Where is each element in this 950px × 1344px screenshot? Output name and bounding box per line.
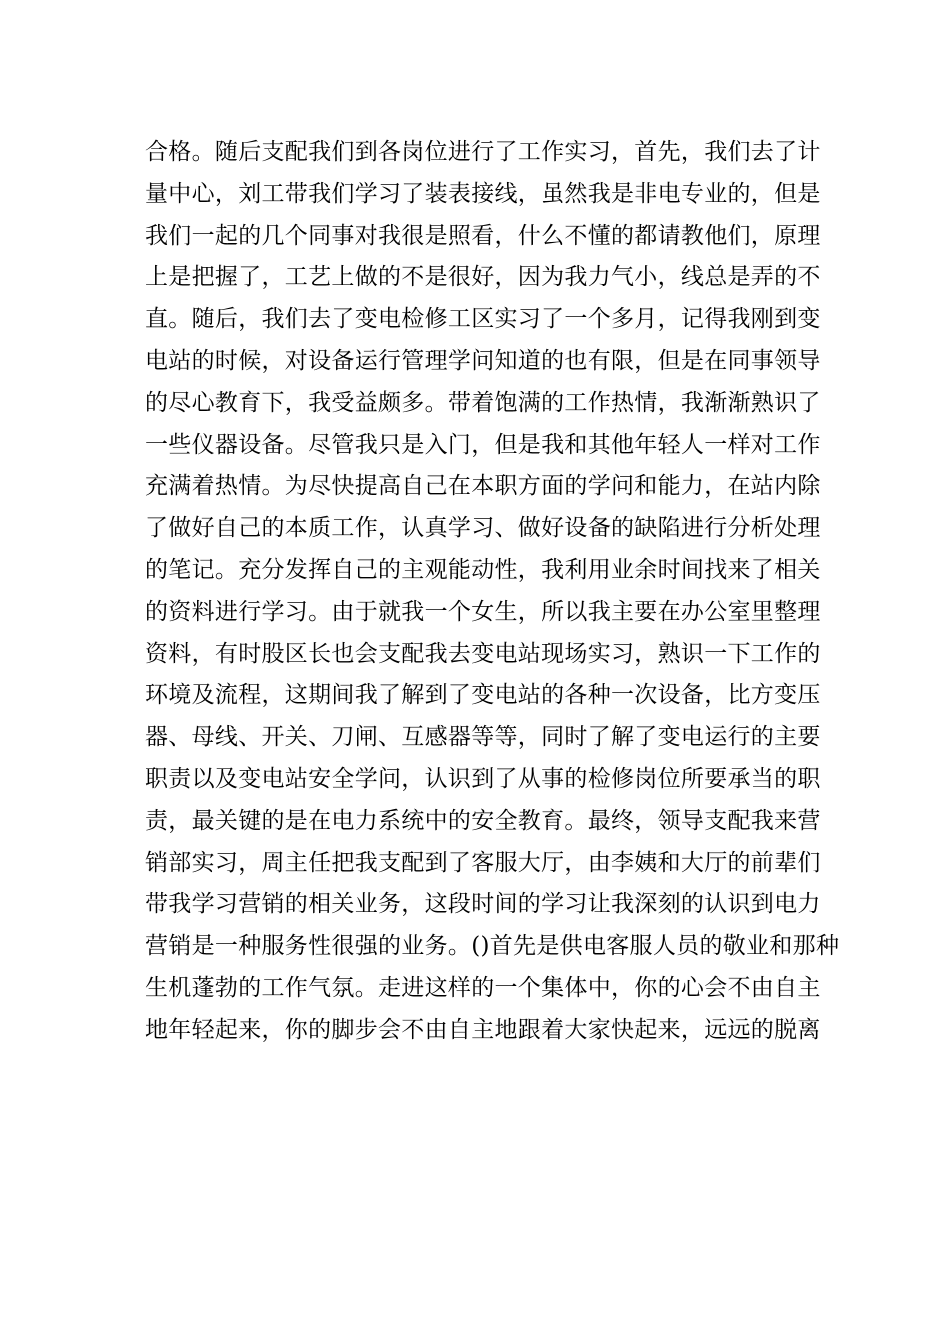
text-line: 的资料进行学习。由于就我一个女生，所以我主要在办公室里整理 [145, 598, 821, 625]
text-line: 资料，有时股区长也会支配我去变电站现场实习，熟识一下工作的 [145, 640, 821, 667]
text-line: 带我学习营销的相关业务，这段时间的学习让我深刻的认识到电力 [145, 891, 821, 918]
text-line: 上是把握了，工艺上做的不是很好，因为我力气小，线总是弄的不 [145, 264, 821, 291]
text-line: 环境及流程，这期间我了解到了变电站的各种一次设备，比方变压 [145, 682, 821, 709]
text-line: 的笔记。充分发挥自己的主观能动性，我利用业余时间找来了相关 [145, 556, 821, 583]
text-line: 直。随后，我们去了变电检修工区实习了一个多月，记得我刚到变 [145, 306, 821, 333]
text-line: 销部实习，周主任把我支配到了客服大厅，由李姨和大厅的前辈们 [145, 849, 821, 876]
text-line: 量中心，刘工带我们学习了装表接线，虽然我是非电专业的，但是 [145, 180, 821, 207]
text-line: 职责以及变电站安全学问，认识到了从事的检修岗位所要承当的职 [145, 765, 821, 792]
text-line: 生机蓬勃的工作气氛。走进这样的一个集体中，你的心会不由自主 [145, 974, 821, 1001]
text-line: 电站的时候，对设备运行管理学问知道的也有限，但是在同事领导 [145, 347, 821, 374]
text-line: 我们一起的几个同事对我很是照看，什么不懂的都请教他们，原理 [145, 222, 821, 249]
text-line: 器、母线、开关、刀闸、互感器等等，同时了解了变电运行的主要 [145, 724, 821, 751]
text-line: 地年轻起来，你的脚步会不由自主地跟着大家快起来，远远的脱离 [145, 1016, 821, 1043]
text-line: 营销是一种服务性很强的业务。()首先是供电客服人员的敬业和那种 [145, 933, 840, 960]
text-line: 责，最关键的是在电力系统中的安全教育。最终，领导支配我来营 [145, 807, 821, 834]
text-line: 一些仪器设备。尽管我只是入门，但是我和其他年轻人一样对工作 [145, 431, 821, 458]
text-line: 合格。随后支配我们到各岗位进行了工作实习，首先，我们去了计 [145, 139, 821, 165]
text-line: 的尽心教育下，我受益颇多。带着饱满的工作热情，我渐渐熟识了 [145, 389, 821, 416]
body-text [145, 132, 840, 1052]
text-line: 了做好自己的本质工作，认真学习、做好设备的缺陷进行分析处理 [145, 515, 821, 542]
text-line: 充满着热情。为尽快提高自己在本职方面的学问和能力，在站内除 [145, 473, 821, 500]
